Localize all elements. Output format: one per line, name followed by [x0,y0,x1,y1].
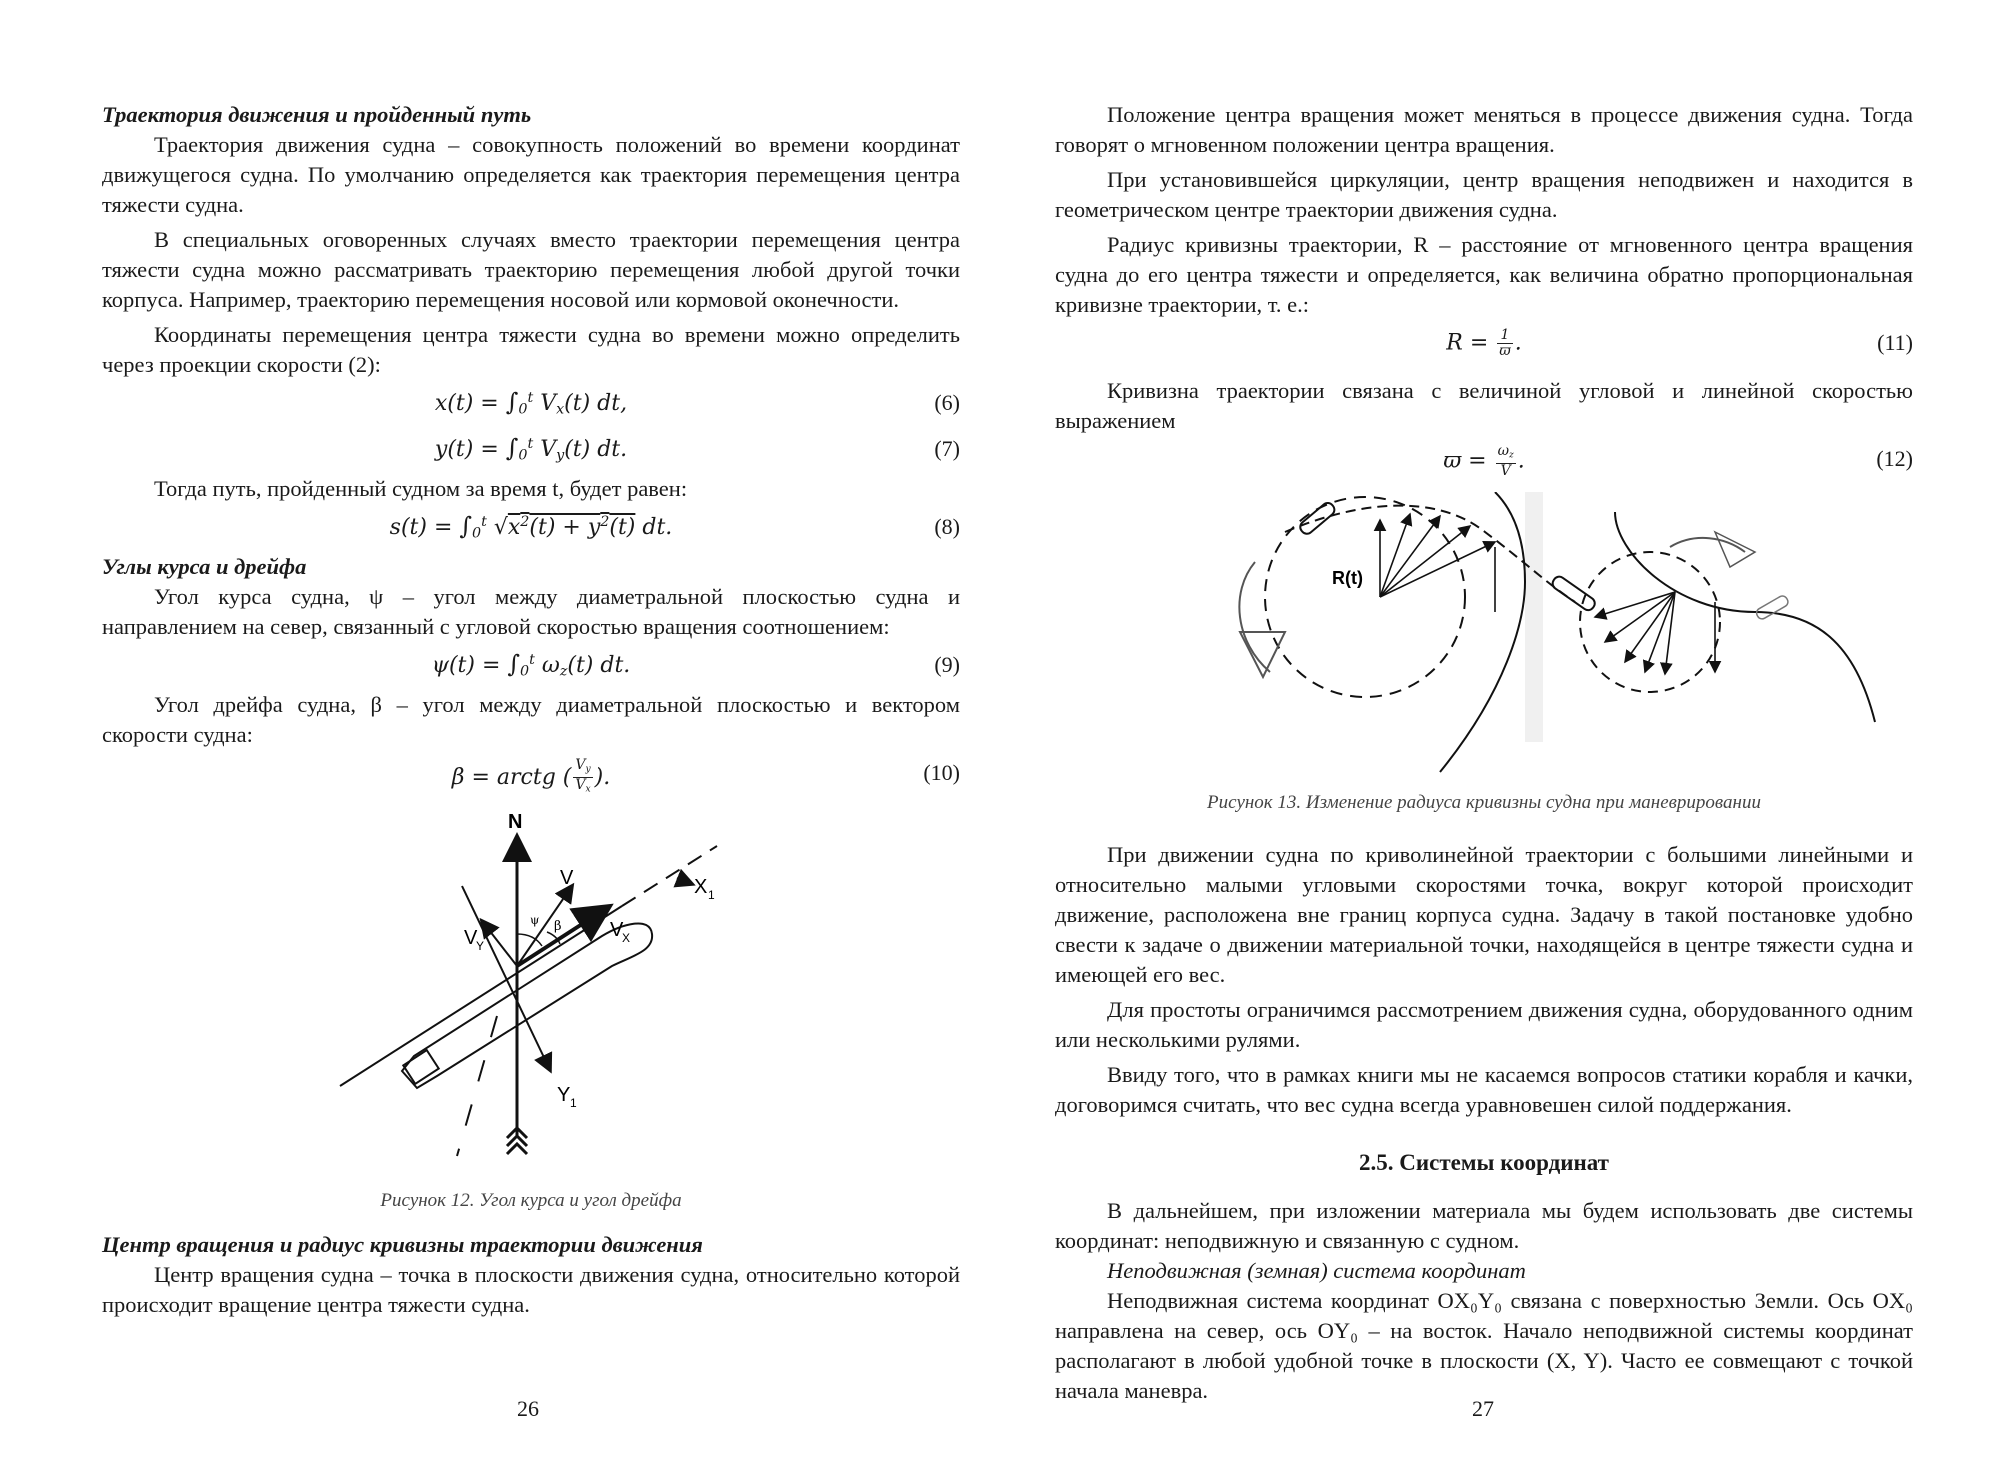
figure-13 [1055,492,1913,782]
paragraph: Угол дрейфа судна, β – угол между диаметральной плоскостью и вектором скорости судна: [102,692,960,747]
paragraph: Угол курса судна, ψ – угол между диаметральной плоскостью судна и направлением на север, связанный с угловой скоростью вращения соотношением: [102,584,960,639]
background-band [1525,492,1543,742]
label-x1-sub: 1 [708,888,715,902]
label-vx-sub: X [622,931,631,945]
subheading: Неподвижная (земная) система координат [1107,1258,1526,1283]
paragraph: Координаты перемещения центра тяжести судна во времени можно определить через проекции скорости (2): [102,322,960,377]
equation-number: (7) [934,436,960,461]
figure-13-caption: Рисунок 13. Изменение радиуса кривизны судна при маневрировании [1207,792,1761,813]
trajectory-arc-right [1615,512,1875,722]
vy-vector [482,921,517,966]
trajectory-arc-left [1440,492,1525,772]
paragraph: Ввиду того, что в рамках книги мы не касаемся вопросов статики корабля и качки, договоримся считать, что вес судна всегда уравновешен силой поддержания. [1055,1062,1913,1117]
equation-number: (8) [934,514,960,539]
ship-icon [1755,594,1790,621]
equation-formula: ϖ = $\frac{\omega_z}{V}$ . [1443,443,1525,480]
heading-rotation-center: Центр вращения и радиус кривизны траектории движения [102,1232,703,1257]
equation-formula: β = arctg ( $\frac{V_y}{V_x}$ ). [451,757,611,795]
equation-formula: $\psi(t) = \int_0^t$ $\omega_z(t)$ dt. [431,650,631,680]
left-column [102,100,960,1320]
page-number: 26 [517,1396,539,1421]
rotation-arrowhead-icon [1715,532,1755,567]
equation-formula: $y(t) = \int_0^t$ $V_y(t)$ dt. [434,434,628,464]
radius-vectors-right [1595,592,1715,674]
ship-hull [402,923,652,1088]
ship-icon [1550,574,1597,612]
paragraph: В специальных оговоренных случаях вместо траектории перемещения центра тяжести судна можно рассматривать траекторию перемещения любой другой точки корпуса. Например, траекторию перемещения носовой или кормовой оконечности. [102,227,960,312]
curvature-diagram [1055,492,1913,782]
equation-number: (12) [1876,446,1913,471]
equation-11 [1055,322,1913,374]
paragraph: Положение центра вращения может меняться в процессе движения судна. Тогда говорят о мгновенном положении центра вращения. [1055,102,1913,157]
dashed-circle-left [1265,497,1465,697]
equation-10 [102,752,960,804]
label-x1: X [694,876,708,898]
label-vx: V [610,919,624,941]
paragraph: При установившейся циркуляции, центр вращения неподвижен и находится в геометрическом центре траектории движения судна. [1055,167,1913,222]
paragraph: Траектория движения судна – совокупность положений во времени координат движущегося судна. По умолчанию определяется как траектория перемещения центра тяжести судна. [102,132,960,217]
equation-number: (10) [923,760,960,785]
equation-number: (9) [934,652,960,677]
equation-formula: R = $\frac{1}{ϖ}$ . [1446,327,1522,359]
equation-8 [102,506,960,550]
right-column [1055,100,1913,1406]
label-v: V [560,867,574,889]
equation-7 [102,428,960,472]
equation-formula: $s(t) = \int_0^t$ $√x^2(t) + y^2(t)$ dt. [389,512,673,542]
equation-formula: $x(t) = \int_0^t$ $V_x(t)$ dt, [434,388,628,418]
paragraph: Центр вращения судна – точка в плоскости движения судна, относительно которой происходит вращение центра тяжести судна. [102,1262,960,1317]
label-beta: β [554,919,562,934]
label-vy: V [464,927,478,949]
paragraph: Тогда путь, пройденный судном за время t, будет равен: [154,476,688,501]
paragraph: Кривизна траектории связана с величиной угловой и линейной скоростью выражением [1055,378,1913,433]
label-rt: R(t) [1332,568,1363,588]
equation-number: (6) [934,390,960,415]
paragraph: Неподвижная система координат OX₀Y₀ связана с поверхностью Земли. Ось OX₀ направлена на север, ось OY₀ – на восток. Начало неподвижной системы координат располагают в любой удобной точке в плоскости (X, Y). Часто ее совмещают с точкой начала маневра. [1055,1288,1913,1403]
heading-trajectory: Траектория движения и пройденный путь [102,102,532,127]
right-page [1000,0,2000,1462]
equation-9 [102,644,960,688]
label-y1-sub: 1 [570,1096,577,1110]
equation-12 [1055,438,1913,490]
paragraph: Радиус кривизны траектории, R – расстояние от мгновенного центра вращения судна до его центра тяжести и определяется, как величина обратно пропорциональная кривизне траектории, т. е.: [1055,232,1913,317]
page-number: 27 [1472,1396,1494,1421]
rotation-arrow-right [1670,538,1745,552]
equation-number: (11) [1877,330,1913,355]
ship-axis [340,906,622,1086]
equation-6 [102,382,960,426]
x1-arrow [677,878,692,884]
label-n: N [508,811,523,833]
label-psi: ψ [530,913,540,927]
paragraph: При движении судна по криволинейной траектории с большими линейными и относительно малыми угловыми скоростями точка, вокруг которой происходит движение, расположена вне границ корпуса судна. Задачу в такой постановке удобно свести к задаче о движении материальной точки, находящейся в центре тяжести судна и имеющей его вес. [1055,842,1913,987]
section-title: 2.5. Системы координат [1359,1150,1609,1175]
figure-12-caption: Рисунок 12. Угол курса и угол дрейфа [380,1190,682,1211]
heading-drift-diagram [102,806,960,1188]
heading-angles: Углы курса и дрейфа [102,554,307,579]
rotation-arrowhead-icon [1240,632,1285,677]
rotation-arrow-left [1239,562,1270,672]
y1-axis-dashed [457,1016,497,1156]
label-vy-sub: Y [476,939,485,953]
paragraph: Для простоты ограничимся рассмотрением движения судна, оборудованного одним или несколькими рулями. [1055,997,1913,1052]
paragraph: В дальнейшем, при изложении материала мы будем использовать две системы координат: неподвижную и связанную с судном. [1055,1198,1913,1253]
figure-12 [102,806,960,1188]
v-vector [517,886,572,966]
label-y1: Y [557,1084,571,1106]
